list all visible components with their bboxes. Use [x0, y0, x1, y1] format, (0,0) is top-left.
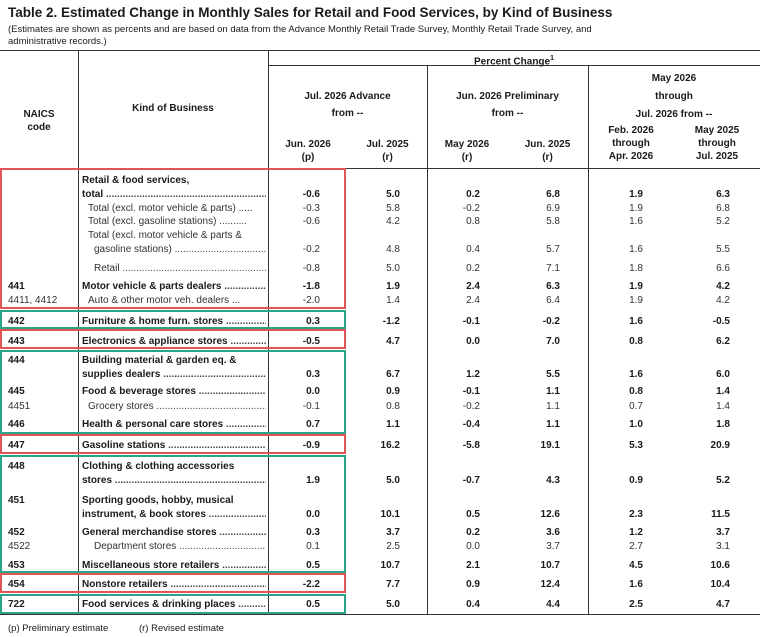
kind-of-business: Nonstore retailers .....	[82, 578, 266, 591]
table-row	[0, 315, 760, 328]
value-cell: 6.4	[546, 295, 560, 306]
value-cell: 0.8	[629, 386, 643, 397]
value-cell: 1.4	[386, 295, 400, 306]
value-cell: 6.9	[546, 203, 560, 214]
value-cell: 1.1	[546, 401, 560, 412]
value-cell: 1.2	[629, 527, 643, 538]
table-row	[0, 439, 760, 452]
value-cell: -0.1	[302, 401, 320, 412]
value-cell: 11.5	[711, 509, 730, 520]
kind-of-business: Auto & other motor veh. dealers ...	[88, 295, 241, 306]
value-cell: 0.2	[466, 263, 480, 274]
value-cell: 5.0	[386, 263, 400, 274]
value-cell: -0.8	[302, 263, 320, 274]
table-row	[0, 335, 760, 348]
value-cell: 3.7	[386, 527, 400, 538]
value-cell: 0.5	[306, 599, 320, 610]
value-cell: 1.6	[629, 369, 643, 380]
value-cell: 1.6	[629, 316, 643, 327]
value-cell: -0.1	[462, 316, 480, 327]
value-cell: 4.2	[716, 281, 730, 292]
table-note: (Estimates are shown as percents and are based on data from the Advance Monthly Retail Trade Survey, Monthly Retail Trade Survey, and administrative records.)	[8, 24, 592, 47]
kind-of-business: Building material & garden eq. &	[82, 355, 237, 366]
value-cell: 2.7	[629, 541, 643, 552]
value-cell: 6.3	[716, 189, 730, 200]
value-cell: 1.6	[629, 579, 643, 590]
value-cell: -0.3	[302, 203, 320, 214]
value-cell: 3.6	[546, 527, 560, 538]
kind-of-business: Gasoline stations .....	[82, 439, 266, 452]
value-cell: 5.2	[716, 475, 730, 486]
value-cell: 1.4	[716, 401, 730, 412]
value-cell: 0.8	[629, 336, 643, 347]
value-cell: 1.9	[629, 189, 643, 200]
value-cell: 0.1	[306, 541, 320, 552]
table-row	[0, 494, 760, 507]
kind-of-business: Grocery stores .....	[88, 400, 266, 413]
value-cell: 0.0	[466, 336, 480, 347]
value-cell: 1.6	[629, 216, 643, 227]
value-cell: 5.5	[716, 244, 730, 255]
value-cell: 2.5	[386, 541, 400, 552]
value-cell: 12.6	[540, 509, 560, 520]
value-cell: 0.2	[466, 527, 480, 538]
table-row	[0, 215, 760, 228]
naics-code: 448	[8, 461, 25, 472]
table-row	[0, 354, 760, 367]
value-cell: 1.1	[386, 419, 400, 430]
value-cell: 4.5	[629, 560, 643, 571]
value-cell: 4.7	[386, 336, 400, 347]
group-jun-preliminary: Jun. 2026 Preliminary from --	[456, 91, 559, 119]
col-header-feb-apr-2026: Feb. 2026 through Apr. 2026	[608, 125, 654, 162]
value-cell: 0.4	[466, 599, 480, 610]
value-cell: -1.2	[382, 316, 400, 327]
value-cell: 2.1	[466, 560, 480, 571]
value-cell: 5.0	[386, 189, 400, 200]
table-row	[0, 294, 760, 307]
value-cell: -0.5	[712, 316, 730, 327]
value-cell: 0.0	[306, 509, 320, 520]
table-row	[0, 229, 760, 242]
value-cell: 0.5	[306, 560, 320, 571]
kind-of-business: Food services & drinking places .....	[82, 598, 266, 611]
naics-code: 451	[8, 495, 25, 506]
value-cell: 1.1	[546, 419, 560, 430]
value-cell: 5.0	[386, 599, 400, 610]
value-cell: 3.7	[546, 541, 560, 552]
table-row	[0, 202, 760, 215]
value-cell: 6.3	[546, 281, 560, 292]
value-cell: 0.0	[306, 386, 320, 397]
value-cell: 1.9	[306, 475, 320, 486]
group-may-through-jul: May 2026 through Jul. 2026 from --	[635, 73, 713, 120]
table-row	[0, 400, 760, 413]
value-cell: 4.2	[386, 216, 400, 227]
col-header-jun-2025: Jun. 2025 (r)	[524, 139, 571, 163]
value-cell: 4.2	[716, 295, 730, 306]
value-cell: -0.2	[462, 203, 480, 214]
value-cell: 1.9	[629, 295, 643, 306]
value-cell: 6.8	[716, 203, 730, 214]
table-row	[0, 368, 760, 381]
kind-of-business: Clothing & clothing accessories	[82, 461, 235, 472]
group-jul-advance: Jul. 2026 Advance from --	[304, 91, 391, 119]
value-cell: 0.9	[629, 475, 643, 486]
value-cell: -0.1	[462, 386, 480, 397]
value-cell: 4.8	[386, 244, 400, 255]
kind-of-business: Miscellaneous store retailers .....	[82, 559, 266, 572]
naics-header: NAICS code	[23, 109, 55, 133]
value-cell: 4.4	[546, 599, 560, 610]
table-row	[0, 526, 760, 539]
value-cell: 1.0	[629, 419, 643, 430]
value-cell: 0.9	[466, 579, 480, 590]
value-cell: 1.4	[716, 386, 730, 397]
value-cell: 1.2	[466, 369, 480, 380]
table-row	[0, 262, 760, 275]
kind-of-business: total .....	[82, 188, 266, 201]
value-cell: 0.9	[386, 386, 400, 397]
col-header-may-jul-2025: May 2025 through Jul. 2025	[694, 125, 740, 162]
value-cell: 6.7	[386, 369, 400, 380]
footnote-revised: (r) Revised estimate	[138, 623, 224, 634]
naics-code: 444	[8, 355, 25, 366]
value-cell: 5.2	[716, 216, 730, 227]
footnote-preliminary: (p) Preliminary estimate	[8, 623, 109, 634]
value-cell: 5.8	[546, 216, 560, 227]
kind-of-business: Electronics & appliance stores .....	[82, 335, 266, 348]
value-cell: 10.7	[380, 560, 400, 571]
value-cell: 10.6	[710, 560, 730, 571]
value-cell: 19.1	[540, 440, 560, 451]
value-cell: 1.8	[716, 419, 730, 430]
value-cell: 2.4	[466, 295, 480, 306]
value-cell: 10.7	[540, 560, 560, 571]
value-cell: 7.7	[386, 579, 400, 590]
value-cell: 3.1	[716, 541, 730, 552]
value-cell: -0.9	[302, 440, 320, 451]
table-row	[0, 174, 760, 187]
value-cell: 2.3	[629, 509, 643, 520]
kind-of-business-header: Kind of Business	[132, 103, 214, 114]
value-cell: -0.2	[462, 401, 480, 412]
value-cell: 4.7	[716, 599, 730, 610]
value-cell: 5.0	[386, 475, 400, 486]
value-cell: 0.3	[306, 316, 320, 327]
table-row	[0, 418, 760, 431]
kind-of-business: Retail .....	[94, 262, 266, 275]
value-cell: 1.6	[629, 244, 643, 255]
table-row	[0, 508, 760, 521]
value-cell: 7.1	[546, 263, 560, 274]
kind-of-business: Sporting goods, hobby, musical	[82, 495, 234, 506]
col-header-may-2026: May 2026 (r)	[444, 139, 490, 163]
value-cell: -0.6	[302, 216, 320, 227]
table-row	[0, 559, 760, 572]
value-cell: 5.3	[629, 440, 643, 451]
value-cell: 0.7	[629, 401, 643, 412]
value-cell: 0.2	[466, 189, 480, 200]
value-cell: 10.1	[380, 509, 400, 520]
table-row	[0, 578, 760, 591]
value-cell: 0.4	[466, 244, 480, 255]
value-cell: 7.0	[546, 336, 560, 347]
value-cell: 0.5	[466, 509, 480, 520]
naics-code: 4411, 4412	[8, 295, 58, 306]
value-cell: 12.4	[540, 579, 560, 590]
kind-of-business: Furniture & home furn. stores .....	[82, 315, 266, 328]
value-cell: 5.8	[386, 203, 400, 214]
value-cell: 16.2	[380, 440, 400, 451]
value-cell: 20.9	[710, 440, 730, 451]
value-cell: 1.8	[629, 263, 643, 274]
naics-code: 452	[8, 527, 25, 538]
table-row	[0, 188, 760, 201]
table-row	[0, 243, 760, 256]
naics-code: 447	[8, 440, 25, 451]
kind-of-business: Total (excl. motor vehicle & parts) .....	[88, 203, 253, 214]
value-cell: -0.6	[302, 189, 320, 200]
value-cell: 0.8	[466, 216, 480, 227]
value-cell: 5.5	[546, 369, 560, 380]
value-cell: 2.5	[629, 599, 643, 610]
kind-of-business: General merchandise stores .....	[82, 526, 266, 539]
value-cell: 6.6	[716, 263, 730, 274]
value-cell: 0.7	[306, 419, 320, 430]
value-cell: 1.1	[546, 386, 560, 397]
table-row	[0, 385, 760, 398]
naics-code: 443	[8, 336, 25, 347]
naics-code: 4522	[8, 541, 31, 552]
value-cell: -0.2	[542, 316, 560, 327]
kind-of-business: Food & beverage stores .....	[82, 385, 266, 398]
value-cell: 4.3	[546, 475, 560, 486]
table-row	[0, 598, 760, 611]
value-cell: 5.7	[546, 244, 560, 255]
table-row	[0, 460, 760, 473]
percent-change-header: Percent Change$^1$	[473, 55, 555, 68]
value-cell: 3.7	[716, 527, 730, 538]
kind-of-business: instrument, & book stores .....	[82, 508, 266, 521]
naics-code: 4451	[8, 401, 31, 412]
value-cell: 1.9	[386, 281, 400, 292]
col-header-jun-2026: Jun. 2026 (p)	[285, 139, 331, 163]
table-footer	[8, 623, 252, 634]
kind-of-business: Department stores .....	[94, 540, 266, 553]
value-cell: -0.4	[462, 419, 480, 430]
value-cell: -5.8	[462, 440, 480, 451]
value-cell: 0.0	[466, 541, 480, 552]
value-cell: 6.8	[546, 189, 560, 200]
value-cell: 1.9	[629, 203, 643, 214]
value-cell: 0.3	[306, 369, 320, 380]
kind-of-business: Total (excl. motor vehicle & parts &	[88, 230, 242, 241]
value-cell: 0.3	[306, 527, 320, 538]
kind-of-business: Total (excl. gasoline stations) ..........	[88, 216, 247, 227]
naics-code: 442	[8, 316, 25, 327]
value-cell: -1.8	[302, 281, 320, 292]
value-cell: 2.4	[466, 281, 480, 292]
table-title: Table 2. Estimated Change in Monthly Sales for Retail and Food Services, by Kind of Business	[8, 5, 613, 20]
table-row	[0, 540, 760, 553]
kind-of-business: gasoline stations) .....	[94, 243, 266, 256]
kind-of-business: Health & personal care stores .....	[82, 418, 266, 431]
value-cell: -0.2	[302, 244, 320, 255]
value-cell: -0.7	[462, 475, 480, 486]
kind-of-business: stores .....	[82, 474, 266, 487]
kind-of-business: Retail & food services,	[82, 175, 190, 186]
naics-code: 722	[8, 599, 25, 610]
naics-code: 441	[8, 281, 25, 292]
col-header-jul-2025: Jul. 2025 (r)	[366, 139, 409, 163]
value-cell: 10.4	[710, 579, 730, 590]
naics-code: 453	[8, 560, 25, 571]
value-cell: 6.0	[716, 369, 730, 380]
kind-of-business: Motor vehicle & parts dealers .....	[82, 280, 266, 293]
value-cell: 1.9	[629, 281, 643, 292]
value-cell: -2.0	[302, 295, 320, 306]
value-cell: -2.2	[302, 579, 320, 590]
kind-of-business: supplies dealers .....	[82, 368, 266, 381]
value-cell: 6.2	[716, 336, 730, 347]
value-cell: -0.5	[302, 336, 320, 347]
naics-code: 454	[8, 579, 25, 590]
table-row	[0, 280, 760, 293]
naics-code: 445	[8, 386, 25, 397]
value-cell: 0.8	[386, 401, 400, 412]
table-row	[0, 474, 760, 487]
naics-code: 446	[8, 419, 25, 430]
